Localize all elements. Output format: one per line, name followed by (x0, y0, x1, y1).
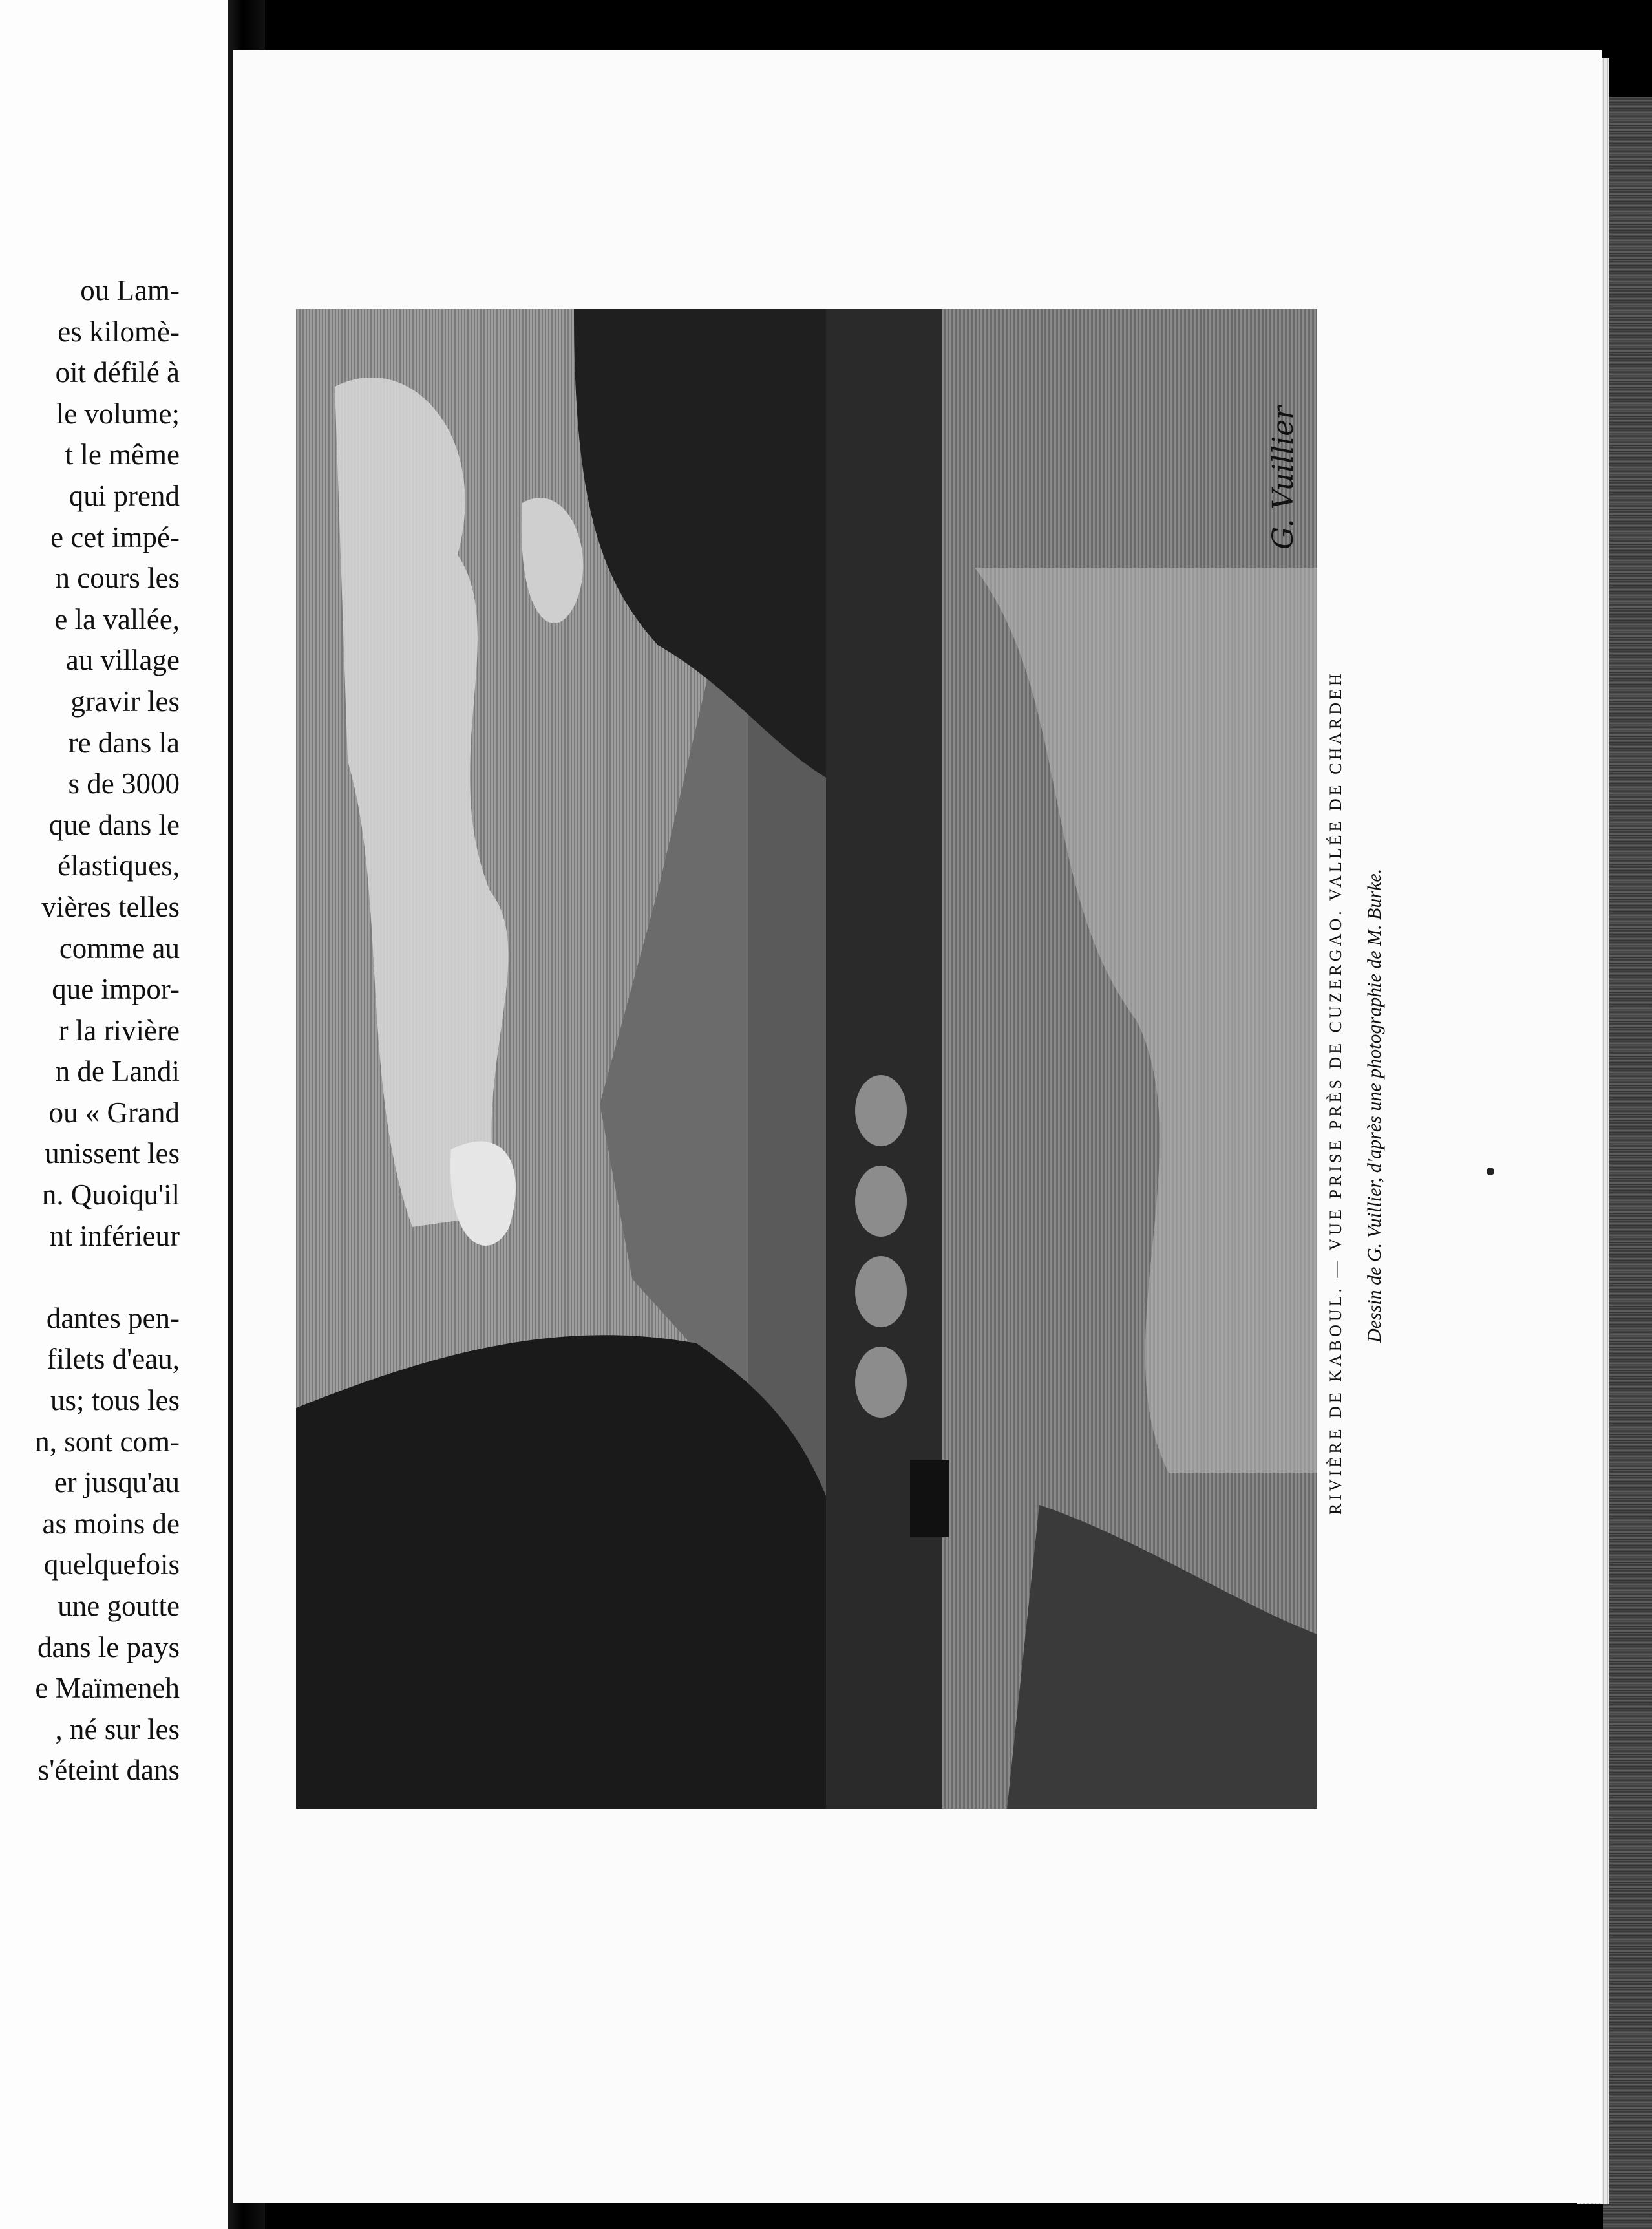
left-text-line: une goutte (58, 1590, 180, 1622)
left-text-line: que dans le (48, 808, 180, 841)
engraving-illustration (296, 309, 1317, 1809)
left-text-line: nt inférieur (49, 1219, 180, 1252)
left-text-line: dantes pen- (46, 1301, 180, 1334)
left-text-line: qui prend (69, 479, 180, 512)
left-text-line: us; tous les (50, 1384, 180, 1417)
left-text-line: n. Quoiqu'il (41, 1178, 180, 1211)
left-facing-page (0, 0, 228, 2229)
left-text-line: n de Landi (55, 1055, 180, 1088)
left-page-text (0, 270, 180, 1791)
left-text-line: r la rivière (58, 1014, 180, 1047)
left-text-line: es kilomè- (58, 315, 180, 348)
left-text-line: gravir les (70, 685, 180, 718)
left-text-line: e la vallée, (54, 603, 180, 635)
bridge-band (826, 309, 942, 1809)
left-text-line: re dans la (68, 726, 180, 759)
plate-caption: RIVIÈRE DE KABOUL. — VUE PRISE PRÈS DE CUZERGAO. VALLÉE DE CHARDEH (1326, 670, 1345, 1515)
left-text-line: e Maïmeneh (35, 1672, 180, 1705)
left-text-line: s'éteint dans (37, 1754, 180, 1787)
left-text-line: t le même (65, 438, 180, 471)
left-text-line: er jusqu'au (54, 1466, 180, 1499)
left-text-line: ou Lam- (80, 274, 180, 306)
left-text-line: , né sur les (55, 1712, 180, 1745)
left-text-line: as moins de (42, 1507, 180, 1540)
left-text-line: n, sont com- (35, 1425, 180, 1458)
left-text-line: oit défilé à (55, 356, 180, 389)
left-text-line: filets d'eau, (47, 1343, 180, 1376)
left-text-line: vières telles (41, 890, 180, 923)
left-text-line: n cours les (55, 562, 180, 595)
left-text-line: dans le pays (37, 1630, 180, 1663)
left-text-line: quelquefois (44, 1548, 180, 1581)
left-text-line: e cet impé- (50, 520, 180, 553)
human-figure (910, 1460, 949, 1537)
left-text-line (0, 1257, 180, 1298)
artist-signature: G. Vuillier (1267, 405, 1300, 549)
left-text-line: s de 3000 (68, 767, 180, 800)
plate-credit: Dessin de G. Vuillier, d'après une photographie de M. Burke. (1364, 868, 1385, 1343)
tree-left-side (296, 1335, 878, 1809)
left-text-line: comme au (59, 932, 180, 965)
left-text-line: élastiques, (58, 849, 180, 882)
left-text-line: unissent les (45, 1137, 180, 1170)
left-text-line: ou « Grand (48, 1096, 180, 1129)
left-text-line: au village (65, 644, 180, 677)
book-edge (1603, 97, 1652, 2229)
engraving-svg (296, 309, 1317, 1809)
left-text-line: que impor- (52, 973, 180, 1006)
page-dot (1487, 1168, 1494, 1175)
left-text-line: le volume; (56, 397, 180, 430)
